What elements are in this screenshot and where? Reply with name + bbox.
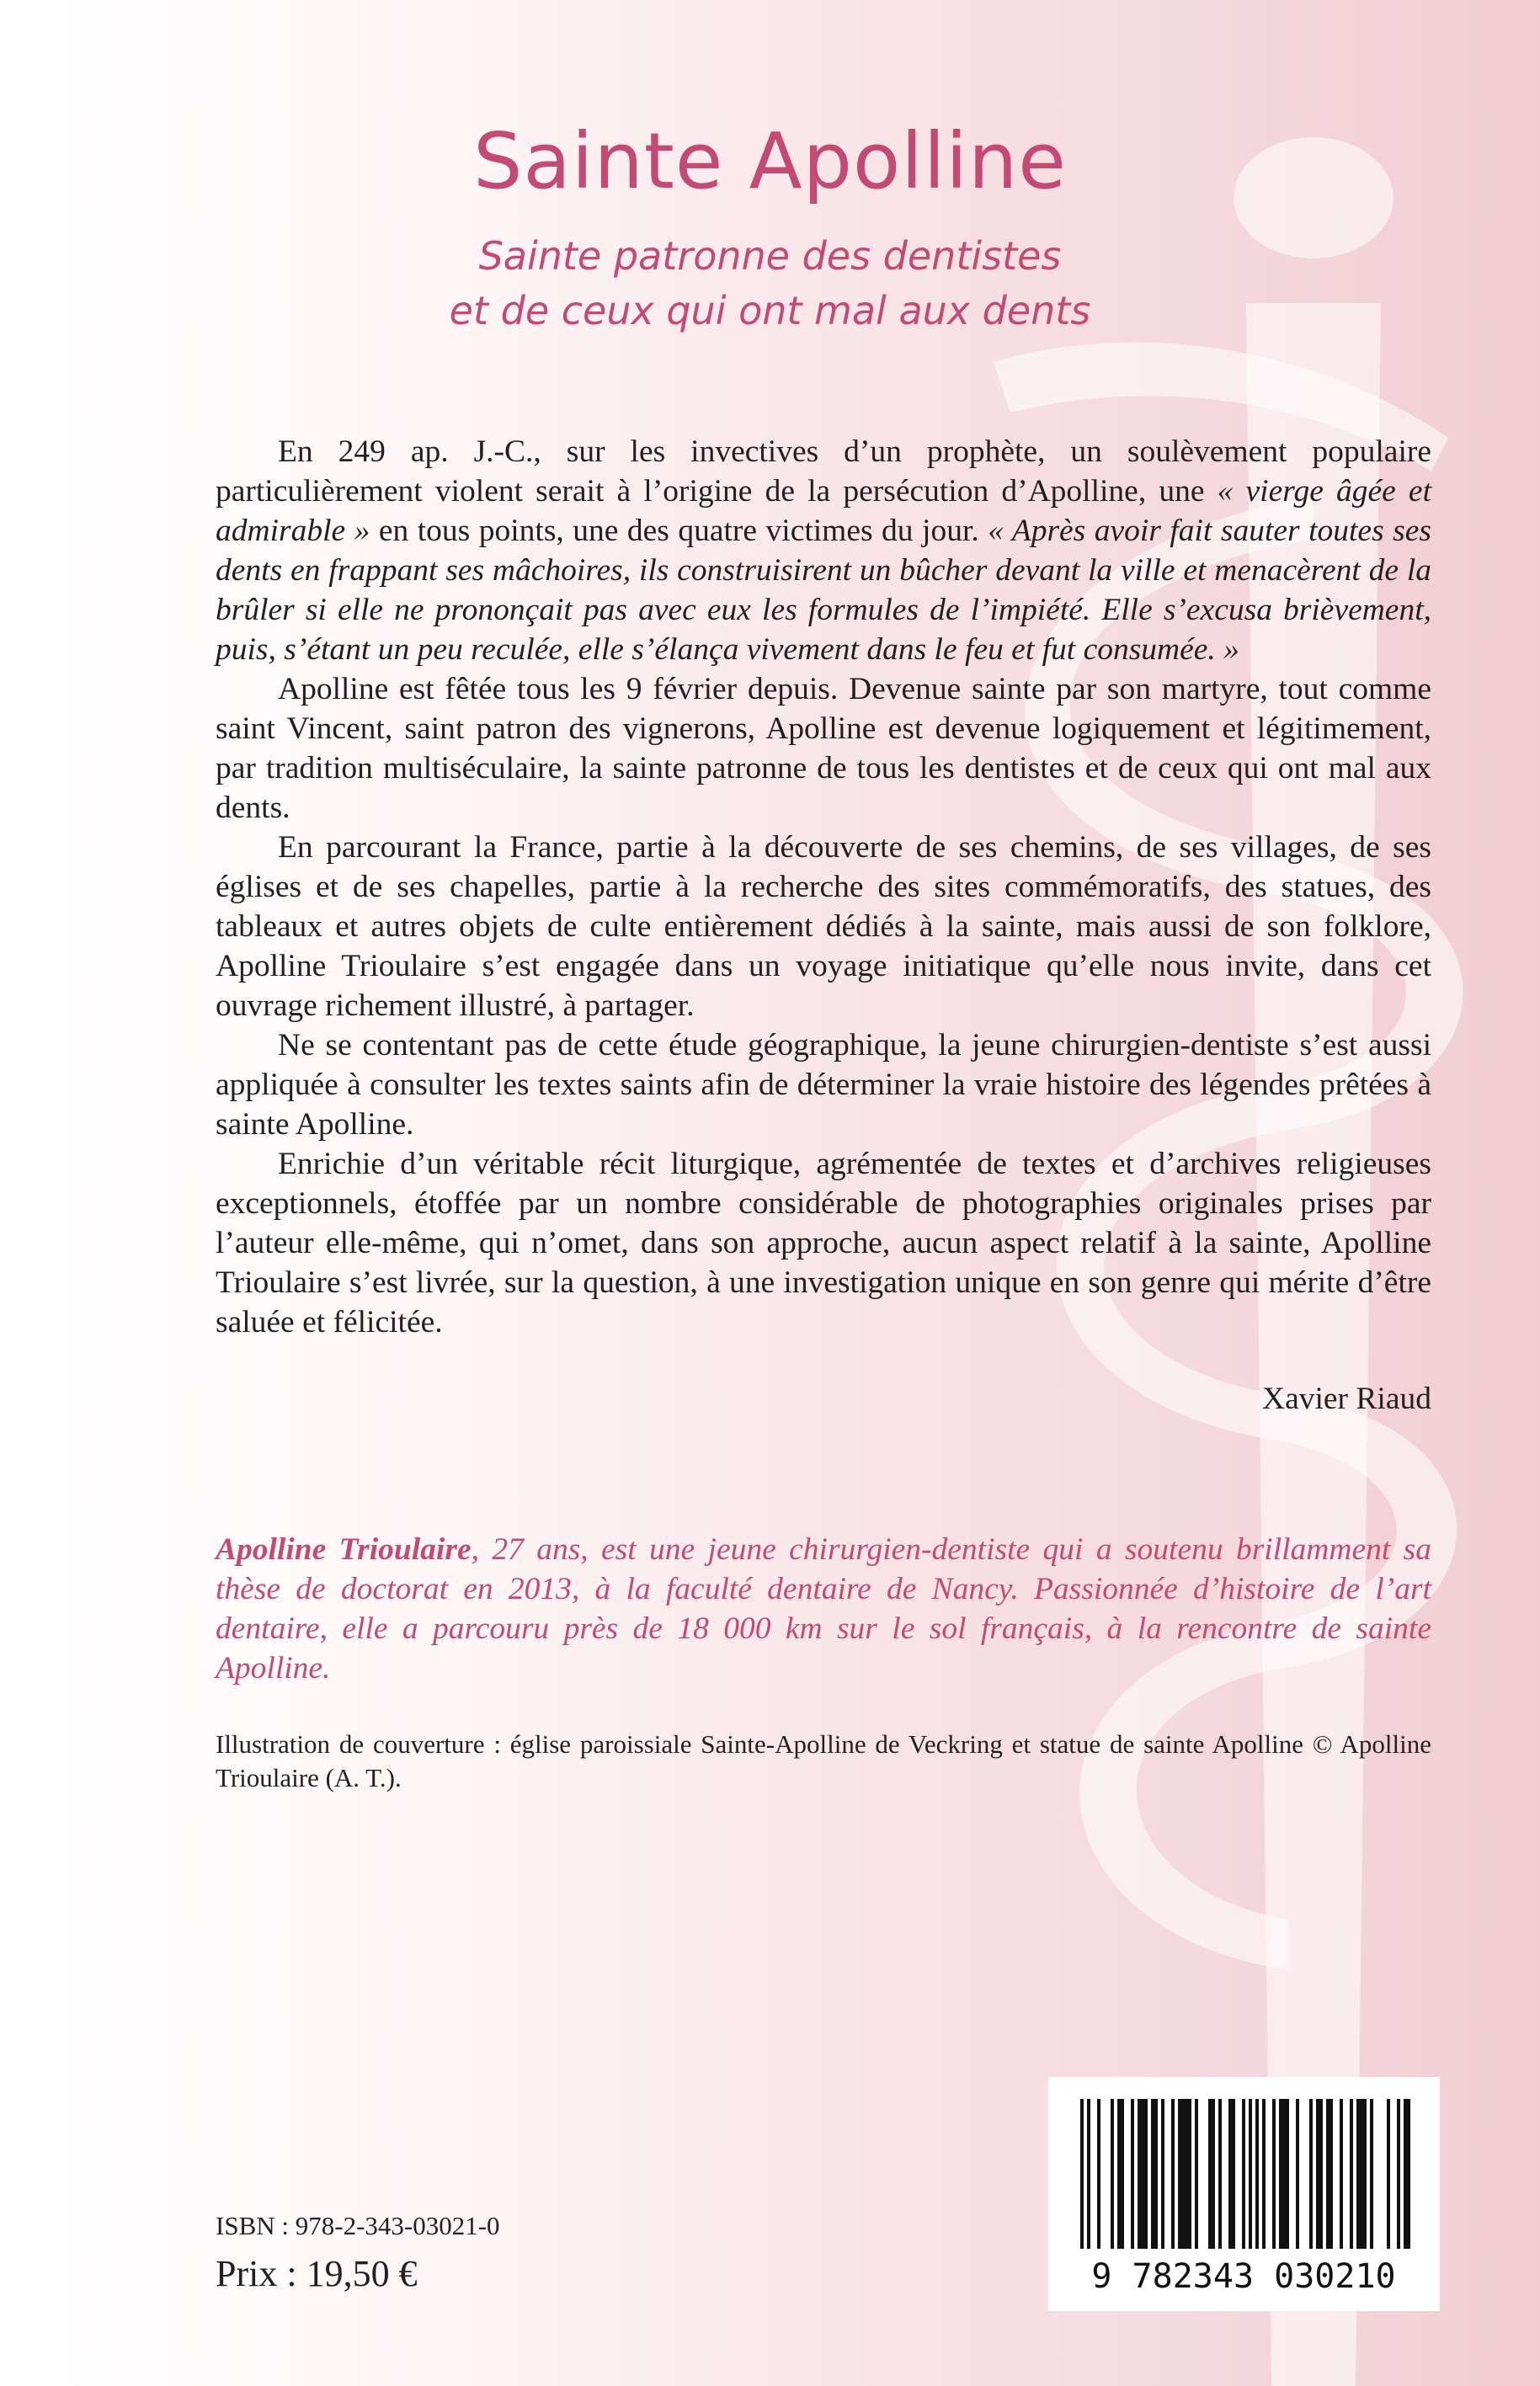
- p1-text-a: En 249 ap. J.-C., sur les invectives d’un prophète, un soulèvement populaire particulièrement violent serait à l’origine de la persécution d’Apolline, une: [216, 434, 1431, 509]
- barcode-bar: [1111, 2099, 1114, 2249]
- barcode-bar: [1138, 2099, 1148, 2249]
- p1-text-c: en tous points, une des quatre victimes du jour.: [370, 514, 988, 548]
- barcode-bar: [1131, 2099, 1134, 2249]
- author-bio: [216, 1530, 1431, 1688]
- barcode-bar: [1117, 2099, 1124, 2249]
- barcode-bar: [1397, 2099, 1400, 2249]
- barcode-graphic: [1048, 2077, 1440, 2311]
- barcode-bar: [1255, 2099, 1259, 2249]
- barcode-bar: [1178, 2099, 1191, 2249]
- author-bio-text: , 27 ans, est une jeune chirurgien-dentiste qui a soutenu brillamment sa thèse de doctorat en 2013, à la faculté dentaire de Nancy. Passionnée d’histoire de l’art dentaire, elle a parcouru près de 18 000 km sur le sol français, à la rencontre de sainte Apolline.: [216, 1532, 1431, 1686]
- back-cover-text: [216, 432, 1431, 1342]
- barcode-bar: [1340, 2099, 1343, 2249]
- barcode-bar: [1195, 2099, 1198, 2249]
- barcode-bar: [1228, 2099, 1235, 2249]
- author-name: Apolline Trioulaire: [216, 1532, 472, 1567]
- barcode-bar: [1404, 2099, 1410, 2249]
- paragraph-4: Ne se contentant pas de cette étude géographique, la jeune chirurgien-dentiste s’est aussi appliquée à consulter les textes saints afin de déterminer la vraie histoire des légendes prêtées à sainte Apolline.: [216, 1028, 1431, 1142]
- barcode-bar: [1370, 2099, 1373, 2249]
- barcode-bar: [1356, 2099, 1367, 2249]
- barcode-bar: [1097, 2099, 1100, 2249]
- barcode-bar: [1279, 2099, 1289, 2249]
- signature: Xavier Riaud: [1262, 1382, 1431, 1416]
- p1-quote-a: « vierge âgée et admirable »: [216, 474, 1431, 548]
- barcode-bar: [1316, 2099, 1323, 2249]
- book-title: Sainte Apolline: [473, 116, 1067, 206]
- subtitle-line-2: et de ceux qui ont mal aux dents: [449, 288, 1091, 333]
- price: Prix : 19,50 €: [216, 2253, 418, 2294]
- barcode-bar: [1151, 2099, 1158, 2249]
- cover-illustration-credit: Illustration de couverture : église paroissiale Sainte-Apolline de Veckring et statue de sainte Apolline © Apolline Trioulaire (A. T.).: [216, 1729, 1431, 1792]
- paragraph-2: Apolline est fêtée tous les 9 février depuis. Devenue sainte par son martyre, tout comme saint Vincent, saint patron des vignerons, Apolline est devenue logiquement et légitimement, par tradition multiséculaire, la sainte patronne de tous les dentistes et de ceux qui ont mal aux dents.: [216, 672, 1431, 825]
- barcode-bar: [1309, 2099, 1313, 2249]
- barcode-bar: [1080, 2099, 1084, 2249]
- book-subtitle: [0, 229, 1540, 338]
- paragraph-1: [216, 432, 1431, 669]
- subtitle-line-1: Sainte patronne des dentistes: [478, 233, 1062, 279]
- paragraph-3: En parcourant la France, partie à la découverte de ses chemins, de ses villages, de ses églises et de ses chapelles, partie à la recherche des sites commémoratifs, des statues, des tableaux et autres objets de culte entièrement dédiés à la sainte, mais aussi de son folklore, Apolline Trioulaire s’est engagée dans un voyage initiatique qu’elle nous invite, dans cet ouvrage richement illustré, à partager.: [216, 830, 1431, 1023]
- barcode-digits: 9 782343 030210: [1091, 2257, 1396, 2296]
- barcode: [1048, 2077, 1440, 2311]
- barcode-bar: [1272, 2099, 1276, 2249]
- paragraph-5: Enrichie d’un véritable récit liturgique, agrémentée de textes et d’archives religieuses exceptionnels, étoffée par un nombre considérable de photographies originales prises par l’auteur elle-même, qui n’omet, dans son approche, aucun aspect relatif à la sainte, Apolline Trioulaire s’est livrée, sur la question, à une investigation unique en son genre qui mérite d’être saluée et félicitée.: [216, 1147, 1431, 1339]
- barcode-bar: [1208, 2099, 1215, 2249]
- barcode-bar: [1296, 2099, 1299, 2249]
- barcode-bar: [1249, 2099, 1252, 2249]
- barcode-bar: [1171, 2099, 1175, 2249]
- barcode-bar: [1242, 2099, 1245, 2249]
- barcode-bar: [1218, 2099, 1222, 2249]
- p1-quote-b: « Après avoir fait sauter toutes ses dents en frappant ses mâchoires, ils construisirent un bûcher devant la ville et menacèrent de la brûler si elle ne prononçait pas avec eux les formules de l’impiété. Elle s’excusa brièvement, puis, s’étant un peu reculée, elle s’élança vivement dans le feu et fut consumée. »: [216, 514, 1431, 667]
- barcode-bar: [1161, 2099, 1164, 2249]
- barcode-bar: [1350, 2099, 1353, 2249]
- isbn: ISBN : 978-2-343-03021-0: [216, 2211, 500, 2240]
- barcode-bar: [1387, 2099, 1390, 2249]
- barcode-bar: [1262, 2099, 1266, 2249]
- barcode-bar: [1087, 2099, 1090, 2249]
- barcode-bar: [1326, 2099, 1333, 2249]
